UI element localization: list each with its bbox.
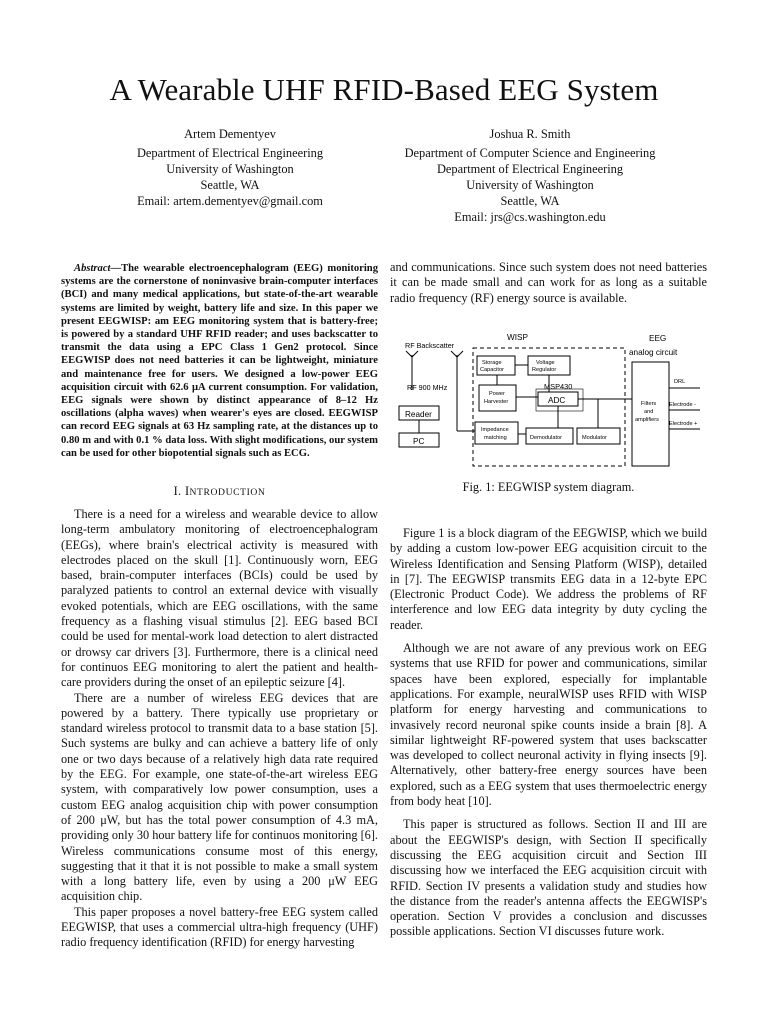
abstract	[61, 262, 378, 460]
paragraph: There are a number of wireless EEG devices that are powered by a battery. There typically use proprietary or standard wireless protocol to transmit data to a base station [5]. Such systems are bulky and can achieve a battery life of only one or two days because of a relatively high data rate required by the EEG. For example, one state-of-the-art wireless EEG system, with comparatively low power consumption, uses a custom EEG analog acquisition chip with power consumption of 200 μW, but has the total power consumption of 4.3 mA, providing only 30 hour battery life for continuos monitoring [6]. Wireless communications consume most of this energy, suggesting that it that it is not possible to make a small system with a long battery life, even by using a 200 μW EEG acquisition chip.	[61, 690, 378, 904]
paragraph: There is a need for a wireless and wearable device to allow long-term ambulatory monitoring of electroencephalogram (EEGs), where brain's electrical activity is measured with electrodes placed on the skull [1]. Continuously worn, EEG based, brain-computer interfaces (BCIs) could be used by paralyzed patients to control an external device with visually evoked potentials, which are EEG oscillations, with the same frequency as a flashing visual stimulus [2]. EEG based BCI could be used for mental-work load detection to alert distracted or drowsy car drivers [3]. Furthermore, there is a clinical need for continuos EEG monitoring to alert the patient and health-care providers during the onset of an epileptic seizure [4].	[61, 507, 378, 690]
abstract-text: —The wearable electroencephalogram (EEG) monitoring systems are the cornerstone of noninvasive brain-computer interfaces (BCI) and many medical applications, but state-of-the-art wearable systems are limited by weight, battery life and size. In this paper we present EEGWISP: am EEG monitoring system that is battery-free; is powered by a standard UHF RFID reader; and uses backscatter to transmit the data using a EPC Class 1 Gen2 protocol. Since EEGWISP does not need batteries it can be lightweight, miniature and maintenance free for users. We designed a low-power EEG acquisition circuit with 62.6 μA current consumption. For validation, EEG signals were shown by distinct appearance of 8–12 Hz oscillations (alpha waves) when wearer's eyes are closed. EEGWISP can record EEG signals at 63 Hz sampling rate, at the distances up to 0.80 m and with 0.1 % data loss. With slight modifications, our system can be used for other biopotential signals such as ECG.	[61, 263, 378, 459]
diagram-label-adc: ADC	[548, 396, 566, 405]
diagram-label-pc: PC	[413, 437, 425, 446]
diagram-label-wisp: WISP	[507, 333, 528, 342]
author-block-2	[365, 127, 695, 225]
right-column-top	[390, 260, 707, 306]
diagram-label-rf-900: RF 900 MHz	[407, 383, 448, 392]
section-number: I.	[173, 484, 182, 498]
right-column-body	[390, 526, 707, 940]
diagram-label-rf-backscatter: RF Backscatter	[405, 341, 455, 350]
diagram-label-analog-circuit: analog circuit	[629, 348, 678, 357]
diagram-label-filters-1: Filters	[641, 401, 657, 407]
paper-title: A Wearable UHF RFID-Based EEG System	[109, 72, 659, 107]
diagram-label-power-2: Harvester	[484, 399, 509, 405]
diagram-label-voltage-1: Voltage	[536, 360, 555, 366]
system-block-diagram	[395, 330, 715, 470]
diagram-label-storage-2: Capacitor	[480, 367, 504, 373]
diagram-label-demodulator: Demodulator	[530, 435, 563, 441]
abstract-label: Abstract	[74, 263, 111, 274]
diagram-label-eeg: EEG	[649, 334, 667, 343]
author-name: Joshua R. Smith	[489, 127, 571, 141]
diagram-label-impedance-1: Impedance	[481, 427, 509, 433]
author-affiliation: Seattle, WA	[500, 193, 560, 208]
author-affiliation: Department of Computer Science and Engineering	[404, 145, 656, 160]
section-title-rest: NTRODUCTION	[189, 487, 266, 498]
diagram-label-electrode-plus: Electrode +	[669, 421, 698, 427]
diagram-label-power-1: Power	[489, 391, 505, 397]
author-affiliation: Department of Electrical Engineering	[136, 145, 324, 160]
section-title-initial: I	[185, 484, 190, 498]
figure-caption: Fig. 1: EEGWISP system diagram.	[462, 480, 635, 494]
diagram-label-storage-1: Storage	[482, 360, 502, 366]
author-affiliation: University of Washington	[166, 161, 294, 176]
diagram-label-reader: Reader	[405, 410, 432, 419]
diagram-label-voltage-2: Regulator	[532, 367, 557, 373]
diagram-label-electrode-minus: Electrode -	[669, 402, 697, 408]
section-heading	[61, 484, 378, 499]
diagram-label-drl: DRL	[674, 379, 686, 385]
paragraph: Although we are not aware of any previous work on EEG systems that use RFID for power and communications, similar spaces have been explored, especially for implantable applications. For example, neuralWISP uses RFID with WISP platform for energy harvesting and communications to invasively record neuronal spike counts inside a brain [8]. A similar lightweight RF-powered system that uses backscatter was developed to collect neuronal activity in flying insects [9]. Alternatively, other battery-free energy sources have been explored, such as a EEG system that uses thermoelectric energy from body heat [10].	[390, 641, 707, 809]
diagram-label-modulator: Modulator	[582, 435, 607, 441]
paragraph: This paper is structured as follows. Section II and III are about the EEGWISP's design, with Section II specifically discussing the EEG acquisition circuit and Section III discussing how we interfaced the EEG acquisition circuit with RFID. Section IV presents a validation study and studies how the distance from the reader's antenna affects the EEGWISP's operation. Section V provides a conclusion and discusses possible applications. Section VI discusses future work.	[390, 817, 707, 939]
author-affiliation: Seattle, WA	[200, 177, 260, 192]
paragraph: Figure 1 is a block diagram of the EEGWISP, which we build by adding a custom low-power EEG acquisition circuit to the Wireless Identification and Sensing Platform (WISP), detailed in [7]. The EEGWISP transmits EEG data in a 12-byte EPC (Electronic Product Code). We address the problems of RF interference and low EEG data integrity by duty cycling the reader.	[390, 526, 707, 632]
author-email: Email: jrs@cs.washington.edu	[454, 209, 606, 224]
diagram-label-filters-3: amplifiers	[635, 417, 659, 423]
diagram-label-filters-2: and	[644, 409, 654, 415]
author-block-1	[80, 127, 380, 210]
paragraph: and communications. Since such system does not need batteries it can be made small and can work for as long as a suitable radio frequency (RF) energy source is available.	[390, 260, 707, 305]
left-column-body	[61, 507, 378, 951]
paragraph: This paper proposes a novel battery-free EEG system called EEGWISP, that uses a commercial ultra-high frequency (UHF) radio frequency identification (RFID) for energy harvesting	[61, 904, 378, 950]
diagram-label-msp: MSP430	[544, 382, 573, 391]
diagram-label-impedance-2: matching	[484, 435, 507, 441]
author-email: Email: artem.dementyev@gmail.com	[137, 193, 323, 208]
author-affiliation: University of Washington	[466, 177, 594, 192]
author-name: Artem Dementyev	[184, 127, 276, 141]
author-affiliation: Department of Electrical Engineering	[436, 161, 624, 176]
